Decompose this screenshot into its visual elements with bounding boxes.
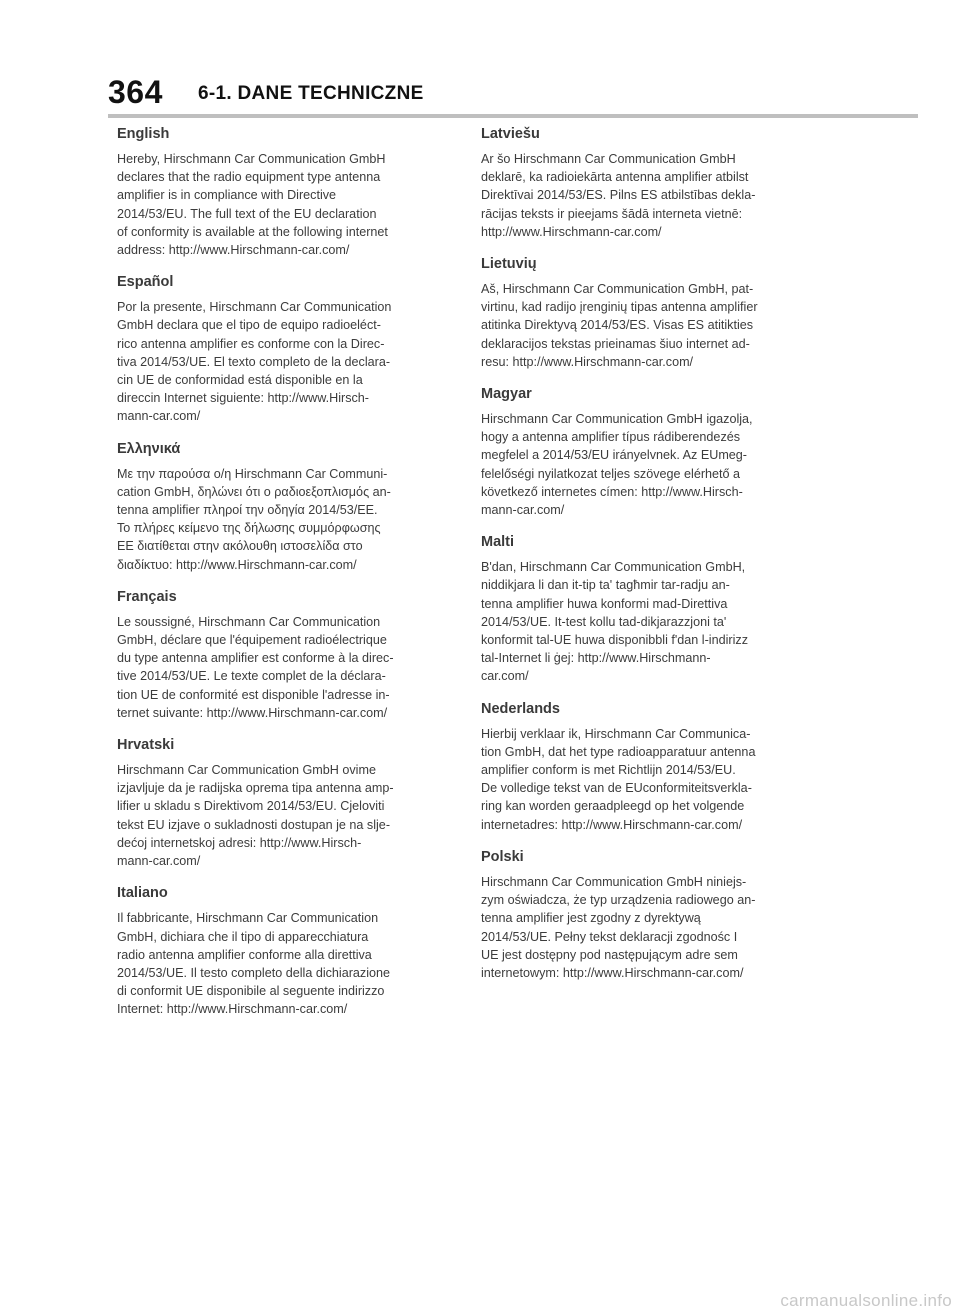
lang-heading: Polski (481, 848, 524, 865)
lang-text: Hirschmann Car Communication GmbH igazolja, hogy a antenna amplifier típus rádiberendezés megfelel a 2014/53/EU irányelvnek. Az EUmeg- felelőségi nyilatkozat teljes szövege elérhető a következő internetes címen: http://www.Hirsch- mann-car.com/ (481, 412, 753, 518)
lang-block-polski (481, 847, 819, 982)
lang-text: Ar šo Hirschmann Car Communication GmbH deklarē, ka radioiekārta antenna amplifier atbilst Direktīvai 2014/53/ES. Pilns ES atbilstības dekla- rācijas teksts ir pieejams šādā interneta vietnē: http://www.Hirschmann-car.com/ (481, 152, 756, 239)
lang-heading: Italiano (117, 885, 168, 902)
lang-block-magyar (481, 384, 819, 519)
lang-heading: Nederlands (481, 700, 560, 717)
page-number: 364 (108, 74, 163, 110)
lang-heading: Español (117, 274, 174, 291)
lang-block-italiano (117, 883, 455, 1018)
lang-heading: Latviešu (481, 126, 540, 142)
lang-block-francais (117, 587, 455, 722)
lang-text: Hirschmann Car Communication GmbH ovime izjavljuje da je radijska oprema tipa antenna amp- lifier u skladu s Direktivom 2014/53/EU. Cjeloviti tekst EU izjave o sukladnosti dostupan je na slje- dećoj internetskoj adresi: http://www.Hirsch- mann-car.com/ (117, 763, 394, 869)
lang-block-espanol (117, 272, 455, 425)
page-header (0, 0, 960, 120)
lang-block-lietuviu (481, 254, 819, 371)
lang-text: Il fabbricante, Hirschmann Car Communication GmbH, dichiara che il tipo di apparecchiatura radio antenna amplifier conforme alla direttiva 2014/53/UE. Il testo completo della dichiarazione di conformit UE disponibile al seguente indirizzo Internet: http://www.Hirschmann-car.com/ (117, 911, 391, 1017)
section-title: 6-1. DANE TECHNICZNE (198, 83, 424, 104)
lang-block-nederlands (481, 699, 819, 834)
header-divider (108, 114, 918, 118)
lang-heading: Français (117, 588, 177, 605)
site-watermark: carmanualsonline.info (780, 1291, 952, 1310)
lang-block-malti (481, 532, 819, 685)
lang-text: Hierbij verklaar ik, Hirschmann Car Communica- tion GmbH, dat het type radioapparatuur antenna amplifier conform is met Richtlijn 2014/53/EU. De volledige tekst van de EUconformiteitsverkla- ring kan worden geraadpleegd op het volgende internetadres: http://www.Hirschmann-car.com/ (481, 726, 756, 832)
lang-block-hrvatski (117, 735, 455, 870)
lang-text: Hereby, Hirschmann Car Communication GmbH declares that the radio equipment type antenna amplifier is in compliance with Directive 2014/53/EU. The full text of the EU declaration of conformity is available at the following internet address: http://www.Hirschmann-car.com/ (117, 152, 388, 258)
lang-heading: English (117, 126, 170, 142)
lang-block-latviesu (481, 124, 819, 241)
left-column (117, 124, 455, 1032)
lang-heading: Malti (481, 534, 515, 551)
lang-block-greek (117, 439, 455, 574)
lang-text: Hirschmann Car Communication GmbH niniejs- zym oświadcza, że typ urządzenia radiowego an- tenna amplifier jest zgodny z dyrektywą 2014/53/UE. Pełny tekst deklaracji zgodnośc I UE jest dostępny pod następującym adre sem internetowym: http://www.Hirschmann-car.com/ (481, 874, 756, 980)
lang-text: Με την παρούσα ο/η Hirschmann Car Communi- cation GmbH, δηλώνει ότι ο ραδιοεξοπλισμός an- tenna amplifier πληροί την οδηγία 2014/53/ΕΕ. Το πλήρες κείμενο της δήλωσης συμμόρφωσης ΕΕ διατίθεται στην ακόλουθη ιστοσελίδα στο διαδίκτυο: http://www.Hirschmann-car.com/ (117, 466, 391, 572)
right-column (481, 124, 819, 995)
lang-heading: Ελληνικά (117, 440, 181, 457)
lang-heading: Hrvatski (117, 737, 175, 754)
lang-text: Le soussigné, Hirschmann Car Communication GmbH, déclare que l'équipement radioélectrique du type antenna amplifier est conforme à la direc- tive 2014/53/UE. Le texte complet de la déclara- tion UE de conformité est disponible l'adresse in- ternet suivante: http://www.Hirschmann-car.com/ (117, 614, 394, 720)
lang-heading: Lietuvių (481, 256, 537, 273)
lang-heading: Magyar (481, 386, 532, 403)
lang-text: Por la presente, Hirschmann Car Communication GmbH declara que el tipo de equipo radioeléct- rico antenna amplifier es conforme con la Direc- tiva 2014/53/UE. El texto completo de la declara- cin UE de conformidad está disponible en la direccin Internet siguiente: http://www.Hirsch- mann-car.com/ (117, 300, 392, 424)
lang-block-english (117, 124, 455, 259)
lang-text: Aš, Hirschmann Car Communication GmbH, pat- virtinu, kad radijo įrenginių tipas antenna amplifier atitinka Direktyvą 2014/53/ES. Visas ES atitikties deklaracijos tekstas prieinamas šiuo internet ad- resu: http://www.Hirschmann-car.com/ (481, 282, 758, 369)
lang-text: B'dan, Hirschmann Car Communication GmbH, niddikjara li dan it-tip ta' tagħmir tar-radju an- tenna amplifier huwa konformi mad-Direttiva 2014/53/UE. It-test kollu tad-dikjarazzjoni ta' konformit tal-UE huwa disponibbli f'dan l-indirizz tal-Internet li ġej: http://www.Hirschmann- car.com/ (481, 560, 748, 684)
